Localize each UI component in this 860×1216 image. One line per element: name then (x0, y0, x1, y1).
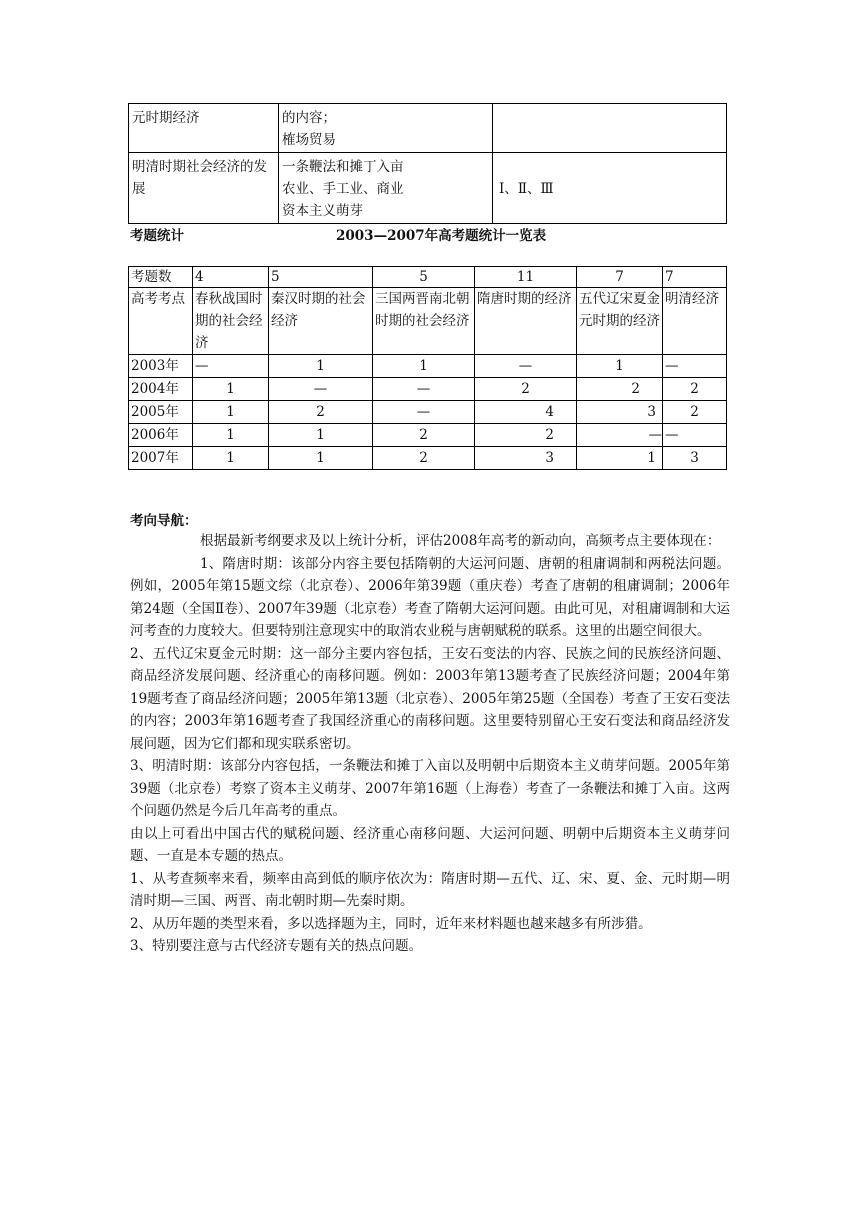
table-row (129, 355, 727, 378)
table-row (129, 153, 727, 224)
table-cell (493, 104, 727, 153)
table-cell: — (373, 401, 475, 424)
table-cell: 2003年 (129, 355, 193, 378)
table-cell: 11 (475, 267, 577, 288)
table-cell: — (577, 424, 663, 447)
table-row (129, 378, 727, 401)
table-cell: — (193, 355, 269, 378)
table-cell: 4 (193, 267, 269, 288)
table-cell: 1 (577, 447, 663, 470)
table-cell: 2004年 (129, 378, 193, 401)
table-cell: 三国两晋南北朝时期的社会经济 (373, 288, 475, 355)
table-cell: 1 (193, 447, 269, 470)
table-row (129, 104, 727, 153)
cell-line: 榷场贸易 (282, 132, 336, 148)
stats-heading (130, 224, 730, 244)
table-cell: 2 (373, 424, 475, 447)
table-cell: 4 (475, 401, 577, 424)
table-cell: 秦汉时期的社会经济 (269, 288, 373, 355)
paragraph: 1、隋唐时期：该部分内容主要包括隋朝的大运河问题、唐朝的租庸调制和两税法问题。例如，2005年第15题文综（北京卷）、2006年第39题（重庆卷）考查了唐朝的租庸调制；2006年第24题（全国Ⅱ卷）、2007年39题（北京卷）考查了隋朝大运河问题。由此可见，对租庸调制和大运河考查的力度较大。但要特别注意现实中的取消农业税与唐朝赋税的联系。这里的出题空间很大。 (130, 555, 730, 639)
table-cell: 1 (193, 401, 269, 424)
table-cell: 1 (577, 355, 663, 378)
table-cell: 1 (269, 424, 373, 447)
table-row (129, 424, 727, 447)
paragraph: 2、五代辽宋夏金元时期：这一部分主要内容包括，王安石变法的内容、民族之间的民族经济问题、商品经济发展问题、经济重心的南移问题。例如：2003年第13题考查了民族经济问题；2004年第19题考查了商品经济问题；2005年第13题（北京卷）、2005年第25题（全国卷）考查了王安石变法的内容；2003年第16题考查了我国经济重心的南移问题。这里要特别留心王安石变法和商品经济发展问题，因为它们都和现实联系密切。 (130, 645, 730, 752)
table-row (129, 401, 727, 424)
table-cell: 春秋战国时期的社会经济 (193, 288, 269, 355)
table-cell: 2005年 (129, 401, 193, 424)
paragraph: 3、明清时期：该部分内容包括，一条鞭法和摊丁入亩以及明朝中后期资本主义萌芽问题。2005年第39题（北京卷）考察了资本主义萌芽、2007年第16题（上海卷）考查了一条鞭法和摊丁入亩。这两个问题仍然是今后几年高考的重点。 (130, 758, 730, 819)
table-cell: — (269, 378, 373, 401)
table-cell: 高考考点 (129, 288, 193, 355)
table-cell: 明清经济 (663, 288, 727, 355)
table-cell: 1 (269, 447, 373, 470)
table-row (129, 447, 727, 470)
table-cell: — (373, 378, 475, 401)
paragraph: 1、从考查频率来看，频率由高到低的顺序依次为：隋唐时期—五代、辽、宋、夏、金、元时期—明清时期—三国、两晋、南北朝时期—先秦时期。 (130, 870, 730, 909)
guide-body (130, 530, 730, 958)
guide-heading: 考向导航： (130, 513, 198, 529)
table-cell: 5 (269, 267, 373, 288)
table-cell: — (663, 355, 727, 378)
table-cell: 2 (577, 378, 663, 401)
table-cell: 3 (663, 447, 727, 470)
table-cell: 五代辽宋夏金元时期的经济 (577, 288, 663, 355)
table-cell: 2 (663, 378, 727, 401)
table-cell (279, 104, 493, 153)
table-cell: 2 (373, 447, 475, 470)
exam-stats-table (128, 266, 727, 470)
cell-line: 资本主义萌芽 (282, 203, 363, 219)
table-cell: 7 (663, 267, 727, 288)
table-cell: 2 (663, 401, 727, 424)
table-cell: 7 (577, 267, 663, 288)
table-cell: 2007年 (129, 447, 193, 470)
table-row (129, 288, 727, 355)
table-cell: Ⅰ、Ⅱ、Ⅲ (493, 153, 727, 224)
stats-label: 考题统计 (130, 228, 184, 244)
paragraph: 2、从历年题的类型来看，多以选择题为主，同时，近年来材料题也越来越多有所涉猎。 (130, 915, 652, 932)
table-cell: 2 (475, 424, 577, 447)
table-cell: 3 (475, 447, 577, 470)
cell-line: 的内容； (282, 110, 336, 126)
table-cell: 元时期经济 (129, 104, 279, 153)
table-cell: 5 (373, 267, 475, 288)
table-cell (279, 153, 493, 224)
topic-table (128, 103, 727, 224)
table-cell: 1 (193, 378, 269, 401)
table-cell: 2006年 (129, 424, 193, 447)
paragraph: 3、特别要注意与古代经济专题有关的热点问题。 (130, 938, 423, 954)
table-cell: 考题数 (129, 267, 193, 288)
table-cell: — (475, 355, 577, 378)
cell-line: 一条鞭法和摊丁入亩 (282, 159, 404, 175)
table-cell: 隋唐时期的经济 (475, 288, 577, 355)
stats-title: 2003—2007年高考题统计一览表 (336, 228, 547, 244)
table-cell: 1 (373, 355, 475, 378)
table-cell: — (663, 424, 727, 447)
cell-line: 农业、手工业、商业 (282, 181, 404, 197)
table-cell: 2 (269, 401, 373, 424)
table-cell: 2 (475, 378, 577, 401)
table-cell: 3 (577, 401, 663, 424)
paragraph: 由以上可看出中国古代的赋税问题、经济重心南移问题、大运河问题、明朝中后期资本主义萌芽问题、一直是本专题的热点。 (130, 825, 730, 864)
paragraph: 根据最新考纲要求及以上统计分析，评估2008年高考的新动向，高频考点主要体现在： (200, 533, 721, 549)
table-row (129, 267, 727, 288)
table-cell: 1 (269, 355, 373, 378)
table-cell: 明清时期社会经济的发展 (129, 153, 279, 224)
table-cell: 1 (193, 424, 269, 447)
